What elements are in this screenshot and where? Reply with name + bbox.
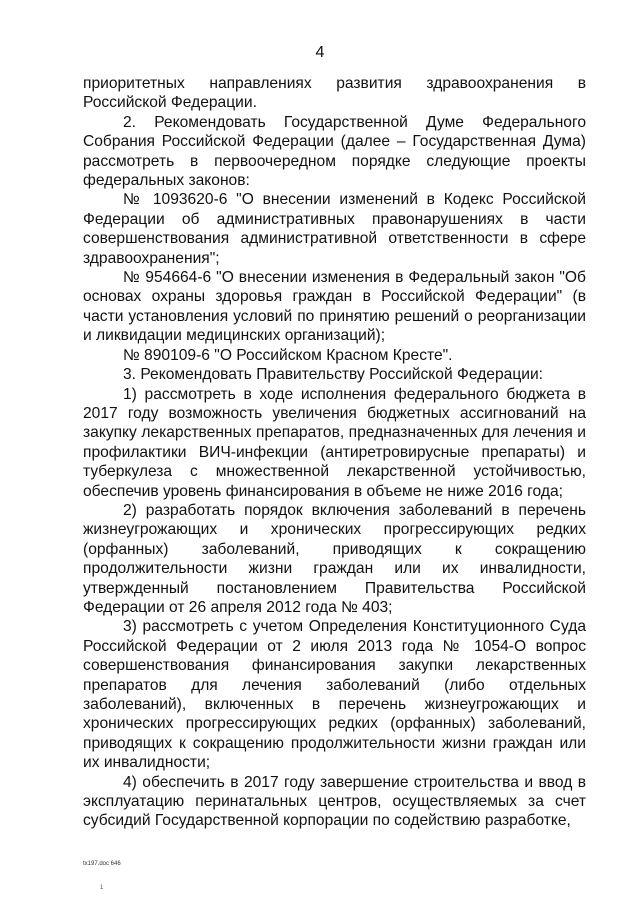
paragraph-law-1093620: № 1093620-6 "О внесении изменений в Кодекс Российской Федерации об административных правонарушениях в части совершенствования административной ответственности в сфере здравоохранения"; (83, 191, 586, 267)
paragraph-subitem-4: 4) обеспечить в 2017 году завершение строительства и ввод в эксплуатацию перинатальных центров, осуществляемых за счет субсидий Государственной корпорации по содействию разработке, (83, 773, 586, 830)
paragraph-item-2: 2. Рекомендовать Государственной Думе Федерального Собрания Российской Федерации (далее – Государственная Дума) рассмотреть в первоочередном порядке следующие проекты федеральных законов: (83, 113, 586, 190)
page-number: 4 (315, 44, 325, 61)
paragraph-item-3: 3. Рекомендовать Правительству Российской Федерации: (123, 366, 544, 384)
footer-file-code: tx197.doc 646 (83, 861, 121, 867)
paragraph-subitem-2: 2) разработать порядок включения заболеваний в перечень жизнеугрожающих и хронических прогрессирующих редких (орфанных) заболеваний, приводящих к сокращению продолжительности жизни граждан или их инвалидности, утвержденный постановлением Правительства Российской Федерации от 26 апреля 2012 года № 403; (83, 501, 586, 616)
paragraph-subitem-1: 1) рассмотреть в ходе исполнения федерального бюджета в 2017 году возможность увеличения бюджетных ассигнований на закупку лекарственных препаратов, предназначенных для лечения и профилактики ВИЧ-инфекции (антиретровирусные препараты) и туберкулеза с множественной лекарственной устойчивостью, обеспечив уровень финансирования в объеме не ниже 2016 года; (83, 385, 586, 500)
paragraph-law-890109: № 890109-6 "О Российском Красном Кресте". (123, 346, 453, 364)
footer-mark: 1 (100, 885, 104, 891)
paragraph-subitem-3: 3) рассмотреть с учетом Определения Конституционного Суда Российской Федерации от 2 июля 2013 года № 1054-О вопрос совершенствования финансирования закупки лекарственных препаратов для лечения заболеваний (либо отдельных заболеваний), включенных в перечень жизнеугрожающих и хронических прогрессирующих редких (орфанных) заболеваний, приводящих к сокращению продолжительности жизни граждан или их инвалидности; (83, 618, 586, 772)
paragraph-continuation: приоритетных направлениях развития здравоохранения в Российской Федерации. (83, 75, 586, 112)
document-body (83, 74, 586, 831)
paragraph-law-954664: № 954664-6 "О внесении изменения в Федеральный закон "Об основах охраны здоровья граждан в Российской Федерации" (в части установления условий по принятию решений о реорганизации и ликвидации медицинских организаций); (83, 269, 586, 345)
